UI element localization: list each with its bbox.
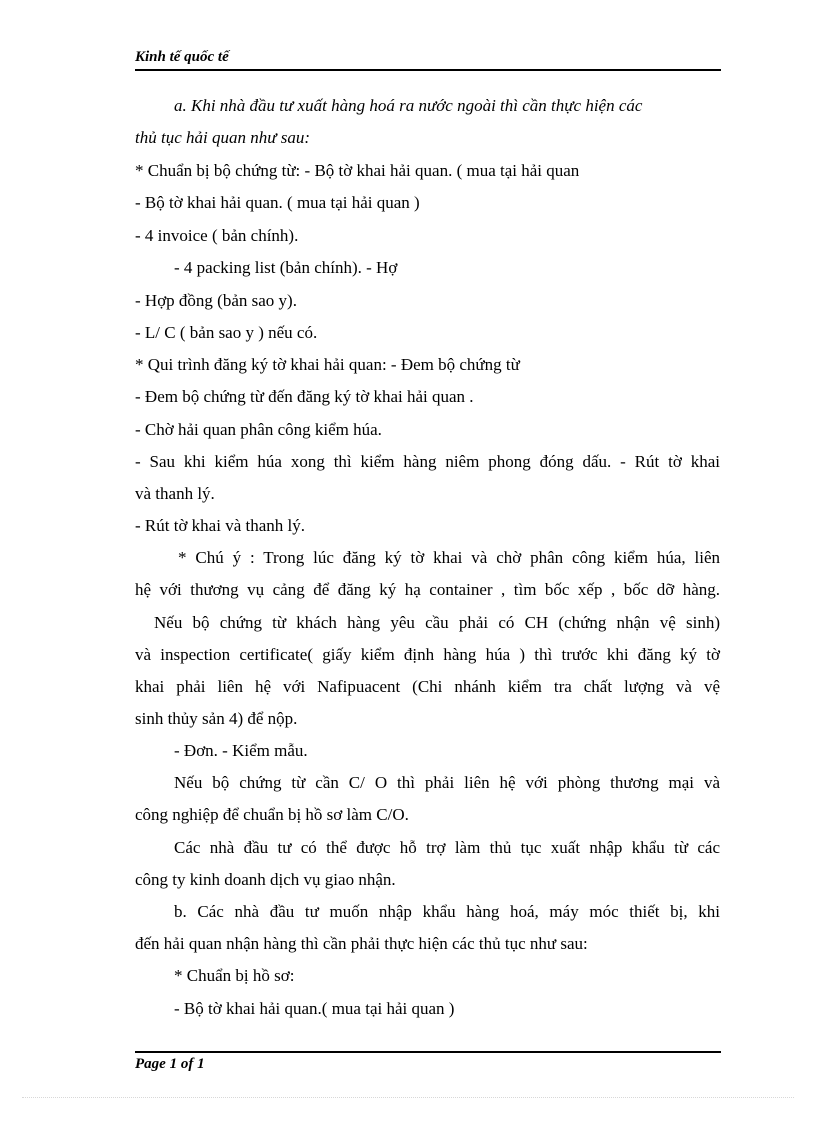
body-line: và inspection certificate( giấy kiểm định hàng húa ) thì trước khi đăng ký tờ bbox=[135, 645, 720, 664]
body-line: - 4 packing list (bản chính). - Hợ bbox=[174, 258, 398, 277]
body-line: - Hợp đồng (bản sao y). bbox=[135, 291, 297, 310]
body-line: b. Các nhà đầu tư muốn nhập khẩu hàng hoá, máy móc thiết bị, khi bbox=[174, 902, 720, 921]
body-line: - Sau khi kiểm húa xong thì kiểm hàng niêm phong đóng dấu. - Rút tờ khai bbox=[135, 452, 720, 471]
body-line: hệ với thương vụ cảng để đăng ký hạ container , tìm bốc xếp , bốc dỡ hàng. bbox=[135, 580, 720, 599]
body-line: - L/ C ( bản sao y ) nếu có. bbox=[135, 323, 318, 342]
body-line: * Chuẩn bị hồ sơ: bbox=[174, 966, 295, 985]
body-line: khai phải liên hệ với Nafipuacent (Chi nhánh kiểm tra chất lượng và vệ bbox=[135, 677, 720, 696]
body-line: - Đem bộ chứng từ đến đăng ký tờ khai hải quan . bbox=[135, 387, 474, 406]
footer-rule bbox=[135, 1051, 721, 1053]
body-line: - Bộ tờ khai hải quan. ( mua tại hải quan ) bbox=[135, 193, 420, 212]
body-line: a. Khi nhà đầu tư xuất hàng hoá ra nước ngoài thì cần thực hiện các bbox=[174, 96, 643, 115]
body-line: - Đơn. - Kiểm mẫu. bbox=[174, 741, 308, 760]
body-line: - Rút tờ khai và thanh lý. bbox=[135, 516, 305, 535]
body-line: công ty kinh doanh dịch vụ giao nhận. bbox=[135, 870, 396, 889]
body-line: đến hải quan nhận hàng thì cần phải thực hiện các thủ tục như sau: bbox=[135, 934, 588, 953]
body-line: thủ tục hải quan như sau: bbox=[135, 128, 311, 147]
page-edge-divider bbox=[22, 1097, 794, 1098]
body-line: * Chú ý : Trong lúc đăng ký tờ khai và chờ phân công kiểm húa, liên bbox=[178, 548, 720, 567]
body-line: sinh thủy sản 4) để nộp. bbox=[135, 709, 298, 728]
body-line: và thanh lý. bbox=[135, 484, 215, 503]
body-line: - Chờ hải quan phân công kiểm húa. bbox=[135, 420, 382, 439]
body-line: công nghiệp để chuẩn bị hồ sơ làm C/O. bbox=[135, 805, 409, 824]
body-line: * Qui trình đăng ký tờ khai hải quan: - Đem bộ chứng từ bbox=[135, 355, 520, 374]
body-line: Nếu bộ chứng từ cần C/ O thì phải liên hệ với phòng thương mại và bbox=[174, 773, 720, 792]
body-line: - 4 invoice ( bản chính). bbox=[135, 226, 299, 245]
body-line: Nếu bộ chứng từ khách hàng yêu cầu phải có CH (chứng nhận vệ sinh) bbox=[154, 613, 720, 632]
page-number-label: Page 1 of 1 bbox=[135, 1056, 205, 1072]
body-line: - Bộ tờ khai hải quan.( mua tại hải quan ) bbox=[174, 999, 455, 1018]
header-rule bbox=[135, 69, 721, 71]
page-header-title: Kinh tế quốc tế bbox=[135, 49, 229, 65]
body-line: Các nhà đầu tư có thể được hỗ trợ làm thủ tục xuất nhập khẩu từ các bbox=[174, 838, 720, 857]
body-line: * Chuẩn bị bộ chứng từ: - Bộ tờ khai hải quan. ( mua tại hải quan bbox=[135, 161, 580, 180]
